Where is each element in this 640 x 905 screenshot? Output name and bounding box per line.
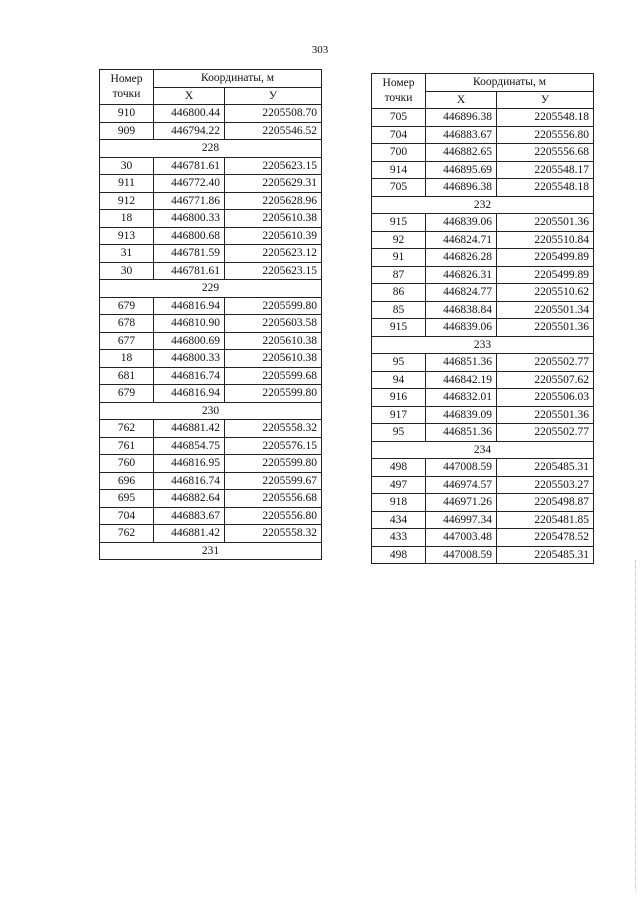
table-row xyxy=(100,157,322,175)
point-number-cell: 760 xyxy=(100,455,154,473)
point-number-cell: 498 xyxy=(372,546,426,564)
x-coordinate-cell: 446800.33 xyxy=(154,210,225,228)
table-row xyxy=(372,529,594,547)
header-row xyxy=(372,74,594,92)
point-number-cell: 909 xyxy=(100,122,154,140)
group-row xyxy=(372,336,594,354)
x-header: X xyxy=(426,91,497,109)
x-coordinate-cell: 446810.90 xyxy=(154,315,225,333)
x-coordinate-cell: 446816.95 xyxy=(154,455,225,473)
table-row xyxy=(100,192,322,210)
x-coordinate-cell: 446839.06 xyxy=(426,214,497,232)
point-number-cell: 681 xyxy=(100,367,154,385)
y-coordinate-cell: 2205628.96 xyxy=(225,192,322,210)
point-number-cell: 679 xyxy=(100,297,154,315)
x-coordinate-cell: 446800.33 xyxy=(154,350,225,368)
table-row xyxy=(100,420,322,438)
x-coordinate-cell: 446854.75 xyxy=(154,437,225,455)
table-row xyxy=(100,262,322,280)
point-number-cell: 679 xyxy=(100,385,154,403)
table-row xyxy=(372,231,594,249)
y-header: У xyxy=(497,91,594,109)
x-coordinate-cell: 446781.61 xyxy=(154,262,225,280)
group-label: 232 xyxy=(372,196,594,214)
point-number-cell: 761 xyxy=(100,437,154,455)
table-row xyxy=(372,179,594,197)
group-row xyxy=(100,280,322,298)
point-number-header xyxy=(372,74,426,109)
group-label: 231 xyxy=(100,542,322,560)
table-row xyxy=(372,109,594,127)
point-number-cell: 705 xyxy=(372,179,426,197)
point-number-cell: 18 xyxy=(100,210,154,228)
y-coordinate-cell: 2205548.18 xyxy=(497,109,594,127)
x-coordinate-cell: 446851.36 xyxy=(426,424,497,442)
group-label: 229 xyxy=(100,280,322,298)
point-number-cell: 92 xyxy=(372,231,426,249)
point-number-cell: 705 xyxy=(372,109,426,127)
x-coordinate-cell: 446771.86 xyxy=(154,192,225,210)
group-label: 228 xyxy=(100,140,322,158)
point-number-cell: 704 xyxy=(372,126,426,144)
x-coordinate-cell: 446997.34 xyxy=(426,511,497,529)
x-coordinate-cell: 446974.57 xyxy=(426,476,497,494)
y-coordinate-cell: 2205610.39 xyxy=(225,227,322,245)
table-row xyxy=(372,494,594,512)
y-coordinate-cell: 2205499.89 xyxy=(497,266,594,284)
x-coordinate-cell: 446842.19 xyxy=(426,371,497,389)
y-coordinate-cell: 2205548.18 xyxy=(497,179,594,197)
table-row xyxy=(100,227,322,245)
x-coordinate-cell: 446971.26 xyxy=(426,494,497,512)
x-coordinate-cell: 446881.42 xyxy=(154,525,225,543)
y-coordinate-cell: 2205610.38 xyxy=(225,332,322,350)
point-number-cell: 918 xyxy=(372,494,426,512)
x-coordinate-cell: 446794.22 xyxy=(154,122,225,140)
x-coordinate-cell: 446816.94 xyxy=(154,385,225,403)
x-coordinate-cell: 446832.01 xyxy=(426,389,497,407)
x-coordinate-cell: 446895.69 xyxy=(426,161,497,179)
x-coordinate-cell: 446800.69 xyxy=(154,332,225,350)
x-coordinate-cell: 446800.68 xyxy=(154,227,225,245)
group-label: 234 xyxy=(372,441,594,459)
y-coordinate-cell: 2205629.31 xyxy=(225,175,322,193)
table-row xyxy=(372,284,594,302)
x-coordinate-cell: 446816.74 xyxy=(154,472,225,490)
y-coordinate-cell: 2205499.89 xyxy=(497,249,594,267)
y-coordinate-cell: 2205502.77 xyxy=(497,354,594,372)
table-row xyxy=(100,367,322,385)
y-coordinate-cell: 2205556.68 xyxy=(497,144,594,162)
point-number-cell: 916 xyxy=(372,389,426,407)
point-number-cell: 913 xyxy=(100,227,154,245)
y-coordinate-cell: 2205510.84 xyxy=(497,231,594,249)
table-row xyxy=(100,175,322,193)
y-coordinate-cell: 2205599.80 xyxy=(225,297,322,315)
point-number-cell: 18 xyxy=(100,350,154,368)
x-coordinate-cell: 446824.71 xyxy=(426,231,497,249)
y-coordinate-cell: 2205623.15 xyxy=(225,262,322,280)
y-header: У xyxy=(225,87,322,105)
y-coordinate-cell: 2205576.15 xyxy=(225,437,322,455)
y-coordinate-cell: 2205478.52 xyxy=(497,529,594,547)
table-row xyxy=(372,266,594,284)
y-coordinate-cell: 2205599.80 xyxy=(225,385,322,403)
y-coordinate-cell: 2205501.34 xyxy=(497,301,594,319)
y-coordinate-cell: 2205485.31 xyxy=(497,546,594,564)
table-row xyxy=(100,122,322,140)
point-number-header-line2: точки xyxy=(112,88,141,100)
y-coordinate-cell: 2205556.68 xyxy=(225,490,322,508)
point-number-cell: 762 xyxy=(100,525,154,543)
x-coordinate-cell: 446881.42 xyxy=(154,420,225,438)
point-number-cell: 498 xyxy=(372,459,426,477)
table-row xyxy=(100,332,322,350)
point-number-cell: 434 xyxy=(372,511,426,529)
x-coordinate-cell: 446896.38 xyxy=(426,179,497,197)
x-header: X xyxy=(154,87,225,105)
coordinates-header: Координаты, м xyxy=(426,74,594,92)
y-coordinate-cell: 2205599.67 xyxy=(225,472,322,490)
point-number-cell: 700 xyxy=(372,144,426,162)
table-row xyxy=(372,126,594,144)
y-coordinate-cell: 2205508.70 xyxy=(225,105,322,123)
y-coordinate-cell: 2205502.77 xyxy=(497,424,594,442)
table-row xyxy=(100,455,322,473)
y-coordinate-cell: 2205599.68 xyxy=(225,367,322,385)
y-coordinate-cell: 2205510.62 xyxy=(497,284,594,302)
table-row xyxy=(100,525,322,543)
y-coordinate-cell: 2205610.38 xyxy=(225,350,322,368)
x-coordinate-cell: 446882.64 xyxy=(154,490,225,508)
y-coordinate-cell: 2205481.85 xyxy=(497,511,594,529)
point-number-cell: 704 xyxy=(100,507,154,525)
coordinates-table-left xyxy=(99,69,322,560)
y-coordinate-cell: 2205558.32 xyxy=(225,420,322,438)
group-row xyxy=(100,140,322,158)
y-coordinate-cell: 2205507.62 xyxy=(497,371,594,389)
point-number-cell: 910 xyxy=(100,105,154,123)
point-number-cell: 95 xyxy=(372,424,426,442)
x-coordinate-cell: 446816.94 xyxy=(154,297,225,315)
point-number-header-line2: точки xyxy=(384,92,413,104)
table-row xyxy=(372,319,594,337)
x-coordinate-cell: 446839.09 xyxy=(426,406,497,424)
x-coordinate-cell: 446781.59 xyxy=(154,245,225,263)
y-coordinate-cell: 2205623.12 xyxy=(225,245,322,263)
group-row xyxy=(100,402,322,420)
point-number-cell: 678 xyxy=(100,315,154,333)
coordinates-header: Координаты, м xyxy=(154,70,322,88)
header-row xyxy=(100,70,322,88)
point-number-cell: 915 xyxy=(372,214,426,232)
y-coordinate-cell: 2205506.03 xyxy=(497,389,594,407)
group-row xyxy=(372,441,594,459)
table-body xyxy=(100,105,322,560)
point-number-cell: 915 xyxy=(372,319,426,337)
x-coordinate-cell: 446826.28 xyxy=(426,249,497,267)
x-coordinate-cell: 446851.36 xyxy=(426,354,497,372)
y-coordinate-cell: 2205503.27 xyxy=(497,476,594,494)
x-coordinate-cell: 446800.44 xyxy=(154,105,225,123)
point-number-cell: 696 xyxy=(100,472,154,490)
y-coordinate-cell: 2205501.36 xyxy=(497,319,594,337)
table-row xyxy=(372,546,594,564)
x-coordinate-cell: 446824.77 xyxy=(426,284,497,302)
table-row xyxy=(100,350,322,368)
point-number-cell: 31 xyxy=(100,245,154,263)
point-number-header-line1: Номер xyxy=(382,77,415,89)
y-coordinate-cell: 2205501.36 xyxy=(497,214,594,232)
table-row xyxy=(100,472,322,490)
y-coordinate-cell: 2205501.36 xyxy=(497,406,594,424)
x-coordinate-cell: 446816.74 xyxy=(154,367,225,385)
point-number-cell: 911 xyxy=(100,175,154,193)
point-number-cell: 497 xyxy=(372,476,426,494)
point-number-cell: 86 xyxy=(372,284,426,302)
table-row xyxy=(372,459,594,477)
group-label: 230 xyxy=(100,402,322,420)
point-number-cell: 917 xyxy=(372,406,426,424)
point-number-cell: 762 xyxy=(100,420,154,438)
y-coordinate-cell: 2205610.38 xyxy=(225,210,322,228)
table-row xyxy=(100,105,322,123)
table-row xyxy=(372,214,594,232)
x-coordinate-cell: 447008.59 xyxy=(426,546,497,564)
table-row xyxy=(100,437,322,455)
group-row xyxy=(372,196,594,214)
x-coordinate-cell: 447008.59 xyxy=(426,459,497,477)
table-row xyxy=(372,389,594,407)
y-coordinate-cell: 2205558.32 xyxy=(225,525,322,543)
x-coordinate-cell: 446838.84 xyxy=(426,301,497,319)
point-number-cell: 30 xyxy=(100,262,154,280)
table-row xyxy=(372,371,594,389)
point-number-cell: 95 xyxy=(372,354,426,372)
point-number-cell: 94 xyxy=(372,371,426,389)
table-row xyxy=(100,297,322,315)
table-row xyxy=(100,245,322,263)
table-row xyxy=(372,301,594,319)
x-coordinate-cell: 446826.31 xyxy=(426,266,497,284)
table-row xyxy=(372,161,594,179)
table-row xyxy=(372,354,594,372)
y-coordinate-cell: 2205485.31 xyxy=(497,459,594,477)
table-row xyxy=(372,249,594,267)
group-label: 233 xyxy=(372,336,594,354)
x-coordinate-cell: 446883.67 xyxy=(154,507,225,525)
table-row xyxy=(372,511,594,529)
group-row xyxy=(100,542,322,560)
point-number-cell: 914 xyxy=(372,161,426,179)
coordinates-table-right xyxy=(371,73,594,564)
point-number-cell: 912 xyxy=(100,192,154,210)
y-coordinate-cell: 2205556.80 xyxy=(225,507,322,525)
table-row xyxy=(372,424,594,442)
table-row xyxy=(100,490,322,508)
y-coordinate-cell: 2205603.58 xyxy=(225,315,322,333)
x-coordinate-cell: 446772.40 xyxy=(154,175,225,193)
point-number-cell: 30 xyxy=(100,157,154,175)
page-number: 303 xyxy=(311,44,329,56)
point-number-cell: 85 xyxy=(372,301,426,319)
table-body xyxy=(372,109,594,564)
x-coordinate-cell: 446781.61 xyxy=(154,157,225,175)
point-number-cell: 695 xyxy=(100,490,154,508)
point-number-cell: 91 xyxy=(372,249,426,267)
table-row xyxy=(100,210,322,228)
table-row xyxy=(100,385,322,403)
table-row xyxy=(372,406,594,424)
point-number-cell: 87 xyxy=(372,266,426,284)
table-row xyxy=(100,315,322,333)
y-coordinate-cell: 2205546.52 xyxy=(225,122,322,140)
y-coordinate-cell: 2205599.80 xyxy=(225,455,322,473)
y-coordinate-cell: 2205623.15 xyxy=(225,157,322,175)
table-row xyxy=(372,476,594,494)
point-number-cell: 677 xyxy=(100,332,154,350)
x-coordinate-cell: 447003.48 xyxy=(426,529,497,547)
scan-edge-mark xyxy=(634,560,636,890)
x-coordinate-cell: 446839.06 xyxy=(426,319,497,337)
table-row xyxy=(100,507,322,525)
point-number-cell: 433 xyxy=(372,529,426,547)
x-coordinate-cell: 446883.67 xyxy=(426,126,497,144)
y-coordinate-cell: 2205498.87 xyxy=(497,494,594,512)
point-number-header xyxy=(100,70,154,105)
table-row xyxy=(372,144,594,162)
y-coordinate-cell: 2205556.80 xyxy=(497,126,594,144)
y-coordinate-cell: 2205548.17 xyxy=(497,161,594,179)
x-coordinate-cell: 446896.38 xyxy=(426,109,497,127)
point-number-header-line1: Номер xyxy=(110,73,143,85)
x-coordinate-cell: 446882.65 xyxy=(426,144,497,162)
